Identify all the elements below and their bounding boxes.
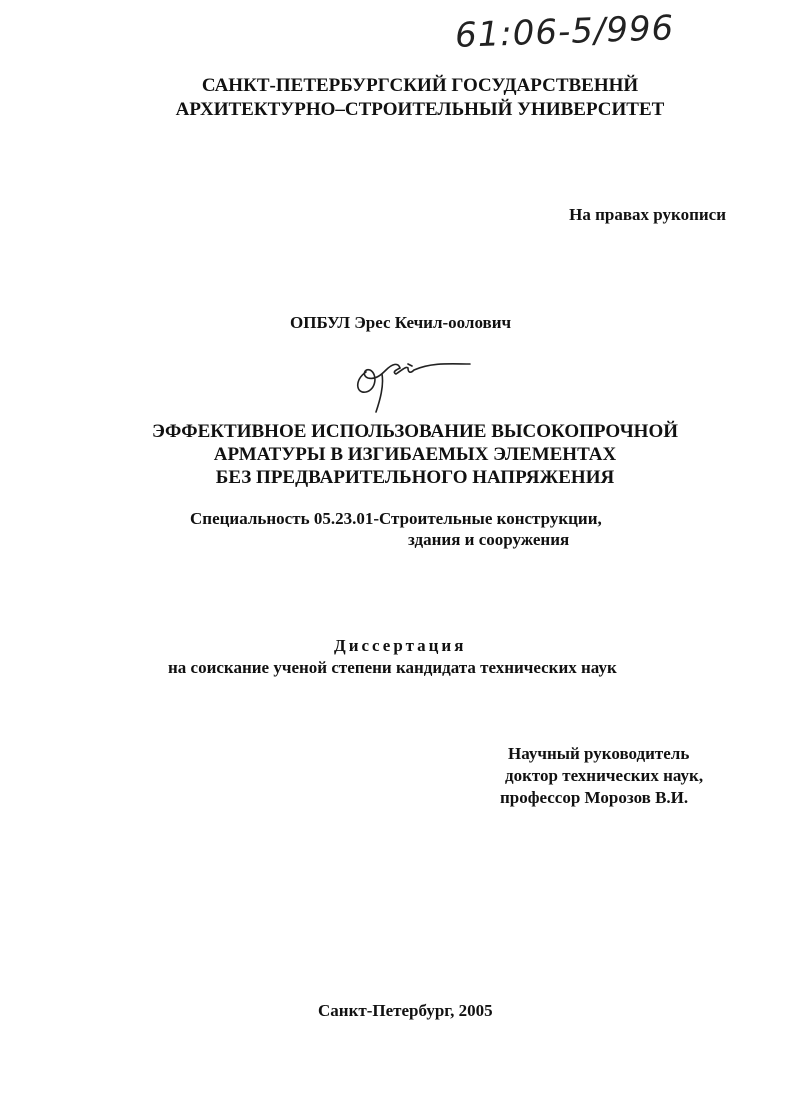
supervisor-line-1: Научный руководитель	[508, 744, 690, 763]
manuscript-rights: На правах рукописи	[569, 205, 726, 224]
supervisor-line-2: доктор технических наук,	[505, 766, 704, 785]
specialty-line-1: Специальность 05.23.01-Строительные конструкции,	[190, 509, 602, 528]
supervisor-line-3: профессор Морозов В.И.	[500, 788, 689, 807]
specialty-line-2: здания и сооружения	[408, 530, 570, 549]
title-line-3: БЕЗ ПРЕДВАРИТЕЛЬНОГО НАПРЯЖЕНИЯ	[215, 467, 615, 488]
title-line-2: АРМАТУРЫ В ИЗГИБАЕМЫХ ЭЛЕМЕНТАХ	[213, 444, 617, 465]
author-signature	[352, 350, 472, 420]
university-name	[170, 74, 670, 122]
archive-stamp: 61:06-5/996	[454, 8, 675, 56]
dissertation-heading: Диссертация	[334, 636, 467, 655]
university-line-1: САНКТ-ПЕТЕРБУРГСКИЙ ГОСУДАРСТВЕННЙ	[201, 75, 639, 96]
dissertation-title	[150, 420, 680, 489]
title-line-1: ЭФФЕКТИВНОЕ ИСПОЛЬЗОВАНИЕ ВЫСОКОПРОЧНОЙ	[151, 421, 679, 442]
university-line-2: АРХИТЕКТУРНО–СТРОИТЕЛЬНЫЙ УНИВЕРСИТЕТ	[175, 99, 665, 120]
city-year: Санкт-Петербург, 2005	[318, 1001, 493, 1020]
degree-subtitle: на соискание ученой степени кандидата технических наук	[168, 658, 617, 677]
author-name: ОПБУЛ Эрес Кечил-оолович	[290, 313, 512, 332]
